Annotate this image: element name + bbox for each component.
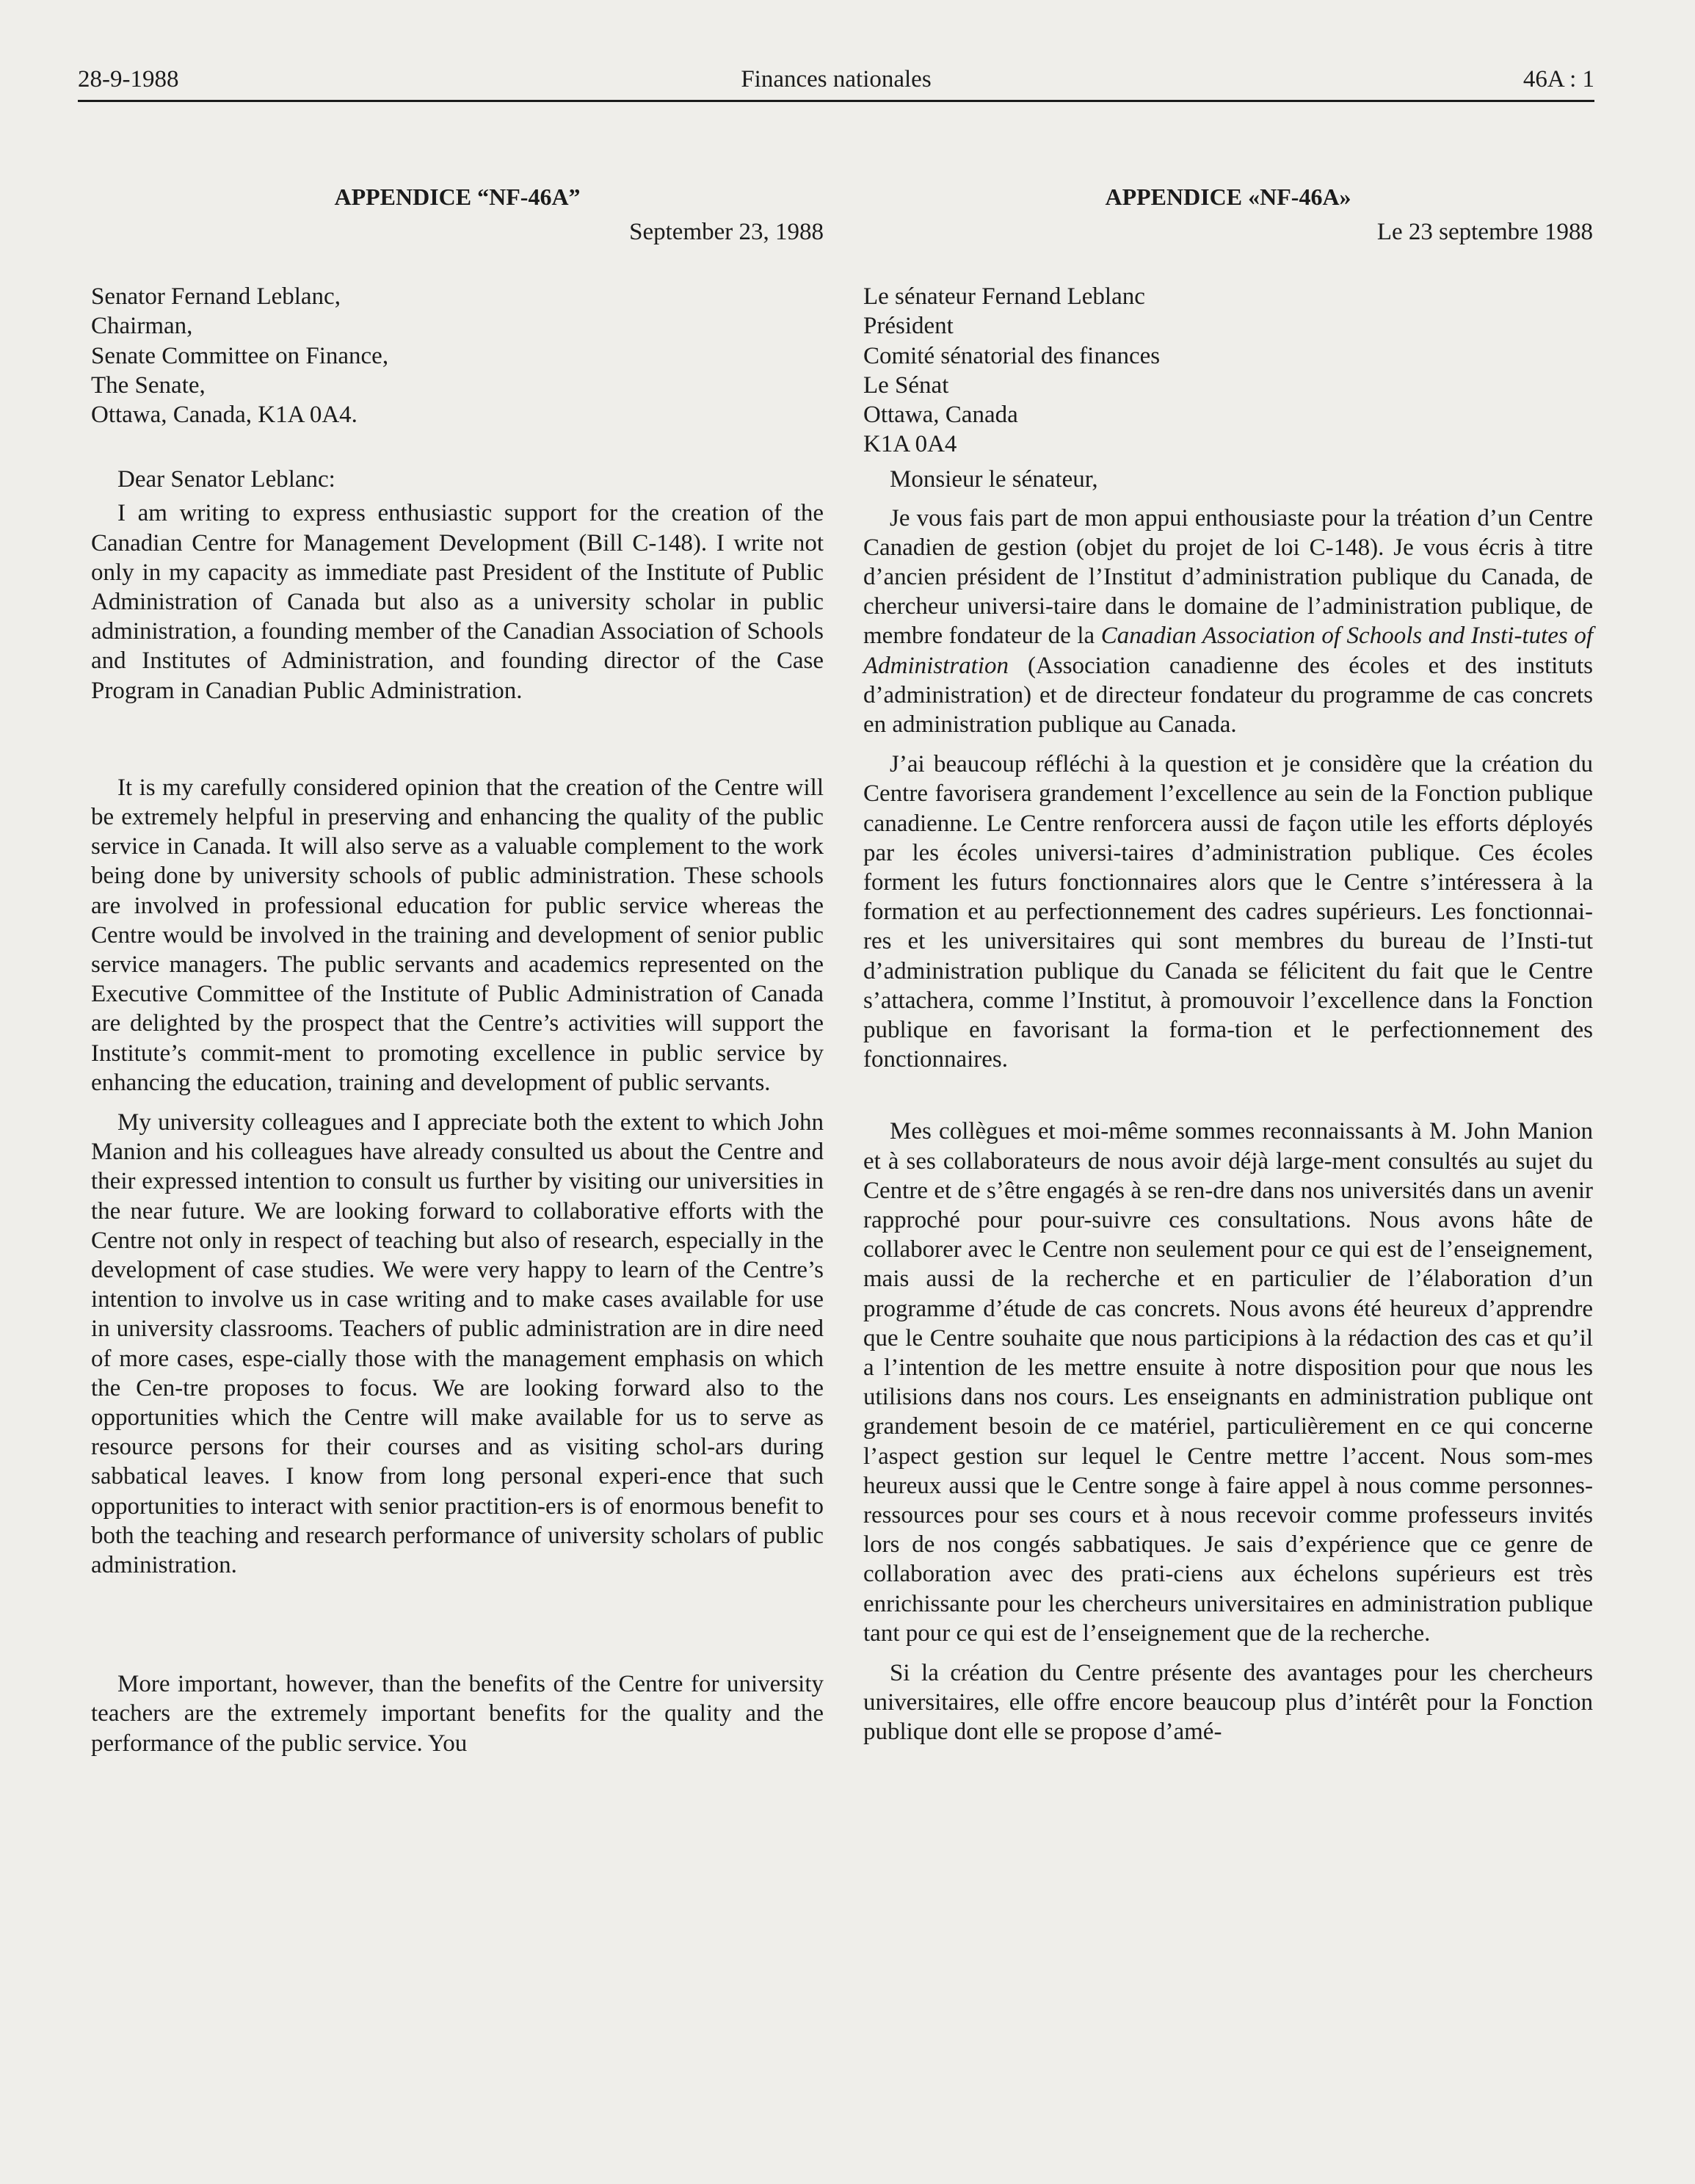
paragraph-text: (Association canadienne des écoles et des instituts d’administration) et de directeur fondateur du programme de cas concrets en administration publique au Canada. (863, 652, 1593, 738)
organization-name: Canadian Association of Schools and Insti-tutes of Administration (863, 623, 1593, 679)
paragraph: I am writing to express enthusiastic support for the creation of the Canadian Centre for Management Development (Bill C-148). I write not only in my capacity as immediate past President of the Institute of Public Administration of Canada but also as a university scholar in public administration, a founding member of the Canadian Association of Schools and Institutes of Administration, and founding director of the Case Program in Canadian Public Administration. (91, 500, 824, 704)
address-line: Chairman, (91, 313, 193, 340)
paragraph-text: Je vous fais part de mon appui enthousiaste pour la tréation d’un Centre Canadien de gestion (objet du projet de loi C-148). Je vous écris à titre d’ancien président de l’Institut d’administration publique du Canada, de chercheur universi-taire dans le domaine de l’administration publique, de membre fondateur de la (863, 504, 1593, 650)
letter-date: Le 23 septembre 1988 (1376, 219, 1593, 245)
appendix-heading: APPENDICE «NF-46A» (1105, 184, 1351, 210)
address-line: Le Sénat (863, 371, 949, 399)
paragraph: More important, however, than the benefits of the Centre for university teachers are the extremely important benefits for the quality and the performance of the public service. You (91, 1671, 824, 1757)
address-line: Ottawa, Canada (863, 401, 1018, 428)
paragraph (863, 504, 1593, 740)
header-page-number: 46A : 1 (1522, 66, 1594, 92)
salutation: Monsieur le sénateur, (890, 466, 1098, 493)
address-line: K1A 0A4 (863, 431, 957, 458)
address-line: Président (863, 313, 954, 340)
letter-date: September 23, 1988 (629, 219, 824, 245)
header-date: 28-9-1988 (78, 66, 179, 92)
paragraph: Si la création du Centre présente des avantages pour les chercheurs universitaires, elle offre encore beaucoup plus d’intérêt pour la Fonction publique dont elle se propose d’amé- (863, 1660, 1593, 1746)
french-column (863, 182, 1593, 1747)
address-line: Comité sénatorial des finances (863, 342, 1161, 369)
address-line: The Senate, (91, 371, 206, 399)
header-publication: Finances nationales (741, 66, 932, 92)
running-header (78, 65, 1594, 102)
paragraph: My university colleagues and I appreciate both the extent to which John Manion and his colleagues have already consulted us about the Centre and their expressed intention to consult us further by visiting our universities in the near future. We are looking forward to collaborative efforts with the Centre not only in respect of teaching but also of research, especially in the development of case studies. We were very happy to learn of the Centre’s intention to involve us in case writing and to make cases available for use in university classrooms. Teachers of public administration are in dire need of more cases, espe-cially those with the management emphasis on which the Cen-tre proposes to focus. We are looking forward also to the opportunities which the Centre will make available for us to serve as resource persons for their courses and as visiting schol-ars during sabbatical leaves. I know from long personal experi-ence that such opportunities to interact with senior practition-ers is of enormous benefit to both the teaching and research performance of university scholars of public administration. (91, 1109, 824, 1579)
address-line: Le sénateur Fernand Leblanc (863, 283, 1145, 311)
paragraph: J’ai beaucoup réfléchi à la question et je considère que la création du Centre favorisera grandement l’excellence au sein de la Fonction publique canadienne. Le Centre renforcera aussi de façon utile les efforts déployés par les écoles universi-taires d’administration publique. Ces écoles forment les futurs fonctionnaires alors que le Centre s’intéressera à la formation et au perfectionnement des cadres supérieurs. Les fonctionnai-res et les universitaires qui sont membres du bureau de l’Insti-tut d’administration publique du Canada se félicitent du fait que le Centre s’attachera, comme l’Institut, à promouvoir l’excellence dans la Fonction publique en favorisant la forma-tion et le perfectionnement des fonctionnaires. (863, 751, 1593, 1073)
recipient-address (91, 282, 824, 429)
english-column (91, 182, 824, 1758)
address-line: Senate Committee on Finance, (91, 342, 389, 369)
address-line: Ottawa, Canada, K1A 0A4. (91, 401, 357, 428)
salutation: Dear Senator Leblanc: (117, 466, 335, 493)
appendix-heading: APPENDICE “NF-46A” (334, 184, 581, 210)
address-line: Senator Fernand Leblanc, (91, 283, 341, 311)
paragraph: It is my carefully considered opinion that the creation of the Centre will be extremely helpful in preserving and enhancing the quality of the public service in Canada. It will also serve as a valuable complement to the work being done by university schools of public administration. These schools are involved in professional education for public service whereas the Centre would be involved in the training and development of senior public service managers. The public servants and academics represented on the Executive Committee of the Institute of Public Administration of Canada are delighted by the prospect that the Centre’s activities will support the Institute’s commit-ment to promoting excellence in public service by enhancing the education, training and development of public servants. (91, 774, 824, 1096)
paragraph: Mes collègues et moi-même sommes reconnaissants à M. John Manion et à ses collaborateurs de nous avoir déjà large-ment consultés au sujet du Centre et de s’être engagés à se ren-dre dans nos universités dans un avenir rapproché pour pour-suivre ces consultations. Nous avons hâte de collaborer avec le Centre non seulement pour ce qui est de l’enseignement, mais aussi de la recherche et en particulier de l’élaboration d’un programme d’étude de cas concrets. Nous avons été heureux d’apprendre que le Centre souhaite que nous participions à la rédaction des cas et qu’il a l’intention de les mettre ensuite à notre disposition pour que nous les utilisions dans nos cours. Les enseignants en administration publique ont grandement besoin de ce matériel, particulièrement en ce qui concerne l’aspect gestion sur lequel le Centre mettre l’accent. Nous som-mes heureux aussi que le Centre songe à faire appel à nous comme personnes-ressources pour ses cours et à nous recevoir comme professeurs invités lors de nos congés sabbatiques. Je sais d’expérience que ce genre de collaboration avec des prati-ciens aux échelons supérieurs est très enrichissante pour les chercheurs universitaires en administration publique tant pour ce qui est de l’enseignement que de la recherche. (863, 1118, 1593, 1647)
recipient-address (863, 282, 1593, 459)
